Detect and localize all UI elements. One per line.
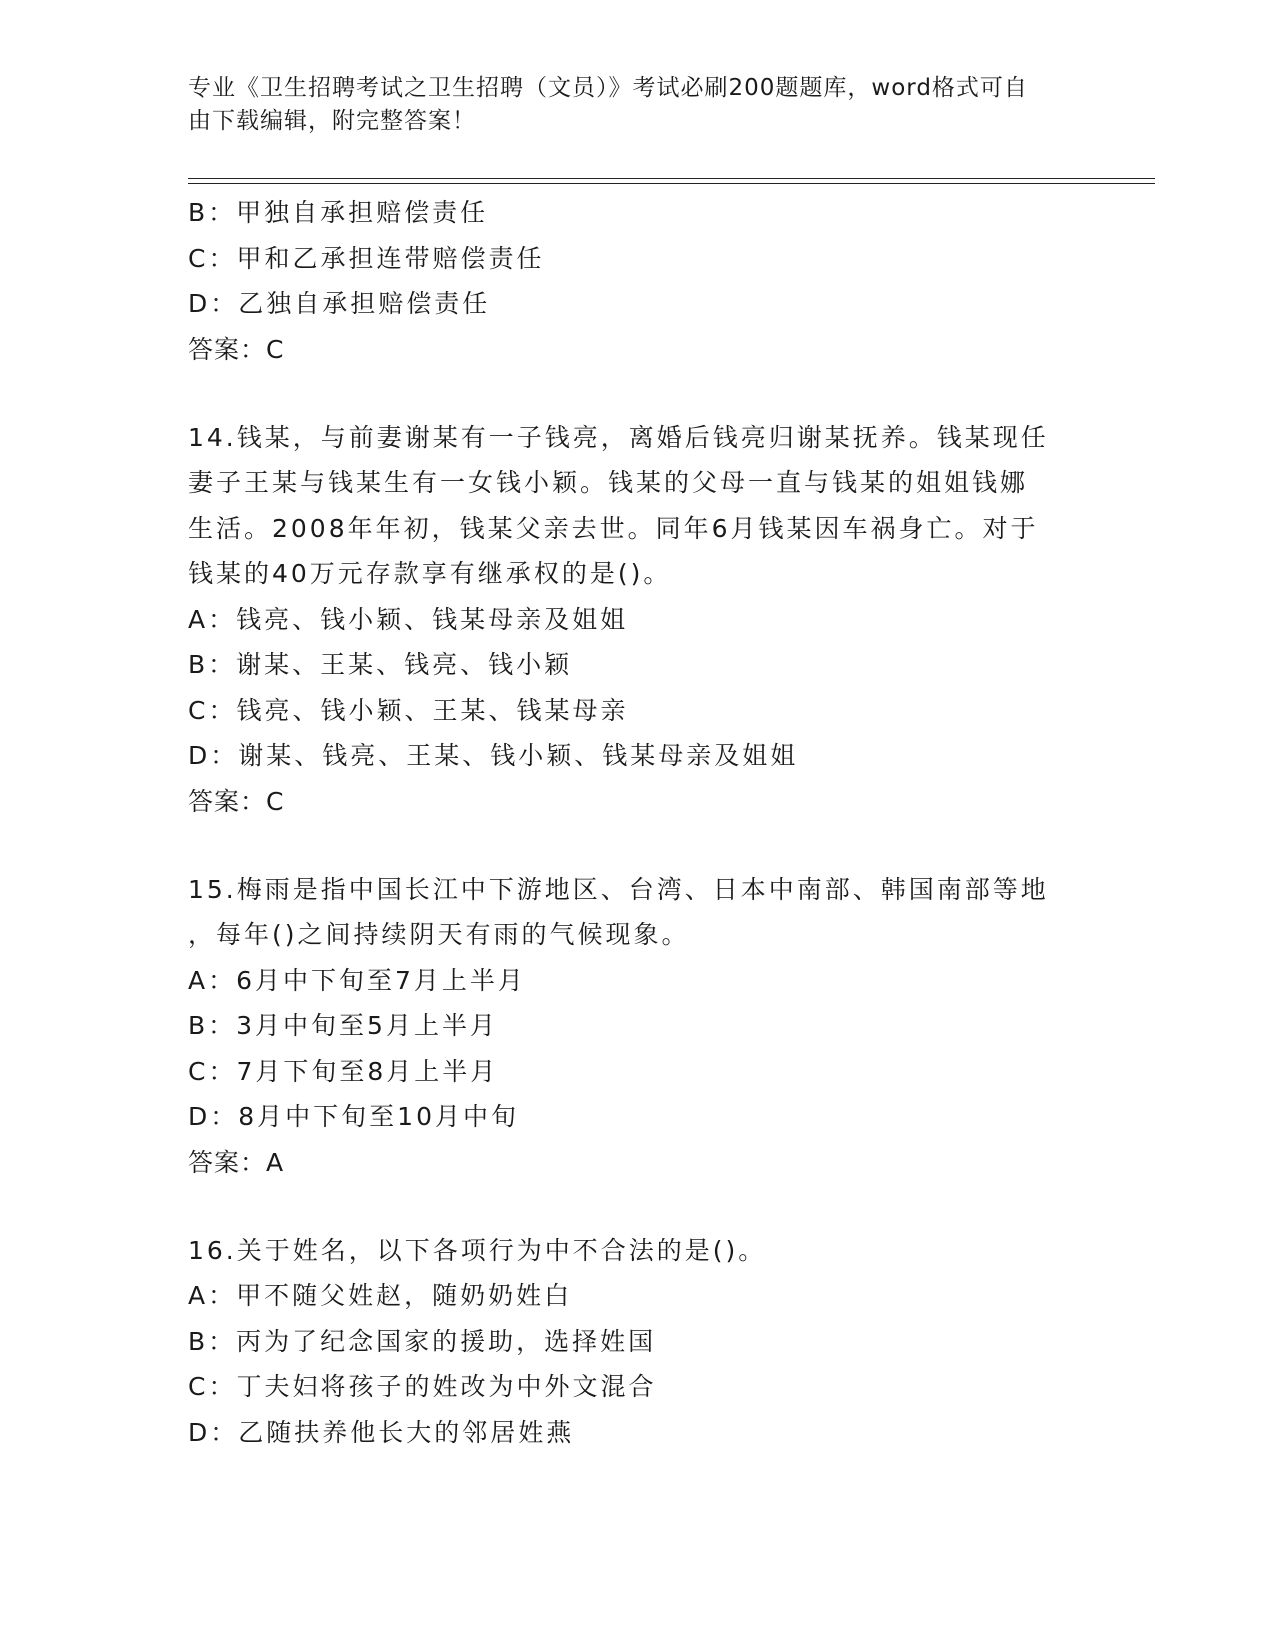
question-text-line: 钱某的40万元存款享有继承权的是()。 <box>188 559 672 588</box>
spacer <box>188 373 1088 415</box>
question-text-line: 16.关于姓名，以下各项行为中不合法的是()。 <box>188 1235 767 1265</box>
option-d: D：8月中下旬至10月中旬 <box>188 1102 519 1131</box>
header-divider-top <box>188 178 1155 179</box>
option-b: B：甲独自承担赔偿责任 <box>188 198 489 227</box>
option-c: C：钱亮、钱小颖、王某、钱某母亲 <box>188 695 629 725</box>
option-a: A：6月中下旬至7月上半月 <box>188 965 526 995</box>
option-d: D：谢某、钱亮、王某、钱小颖、钱某母亲及姐姐 <box>188 741 799 770</box>
option-d: D：乙独自承担赔偿责任 <box>188 289 491 318</box>
question-list <box>188 190 1088 1455</box>
question-text-line: 14.钱某，与前妻谢某有一子钱亮，离婚后钱亮归谢某抚养。钱某现任 <box>188 422 1049 452</box>
document-header <box>188 72 1088 138</box>
option-d: D：乙随扶养他长大的邻居姓燕 <box>188 1417 575 1447</box>
question-13-continued <box>188 190 1088 373</box>
question-text-line: ，每年()之间持续阴天有雨的气候现象。 <box>188 920 690 949</box>
question-text-line: 15.梅雨是指中国长江中下游地区、台湾、日本中南部、韩国南部等地 <box>188 874 1049 904</box>
option-b: B：3月中旬至5月上半月 <box>188 1011 498 1040</box>
question-16 <box>188 1228 1088 1456</box>
option-a: A：钱亮、钱小颖、钱某母亲及姐姐 <box>188 604 629 634</box>
option-b: B：谢某、王某、钱亮、钱小颖 <box>188 650 573 679</box>
option-a: A：甲不随父姓赵，随奶奶姓白 <box>188 1281 573 1310</box>
answer: 答案：A <box>188 1147 285 1177</box>
option-c: C：丁夫妇将孩子的姓改为中外文混合 <box>188 1372 657 1401</box>
header-divider-bottom <box>188 183 1155 184</box>
question-15 <box>188 867 1088 1186</box>
question-text-line: 妻子王某与钱某生有一女钱小颖。钱某的父母一直与钱某的姐姐钱娜 <box>188 468 1029 497</box>
option-c: C：7月下旬至8月上半月 <box>188 1056 499 1086</box>
answer: 答案：C <box>188 334 285 364</box>
question-text-line: 生活。2008年年初，钱某父亲去世。同年6月钱某因车祸身亡。对于 <box>188 513 1039 543</box>
header-line-2: 由下载编辑，附完整答案！ <box>188 108 476 134</box>
spacer <box>188 1186 1088 1228</box>
answer: 答案：C <box>188 786 285 816</box>
option-b: B：丙为了纪念国家的援助，选择姓国 <box>188 1326 657 1356</box>
question-14 <box>188 415 1088 825</box>
option-c: C：甲和乙承担连带赔偿责任 <box>188 243 545 273</box>
header-line-1: 专业《卫生招聘考试之卫生招聘（文员）》考试必刷200题题库，word格式可自 <box>188 75 1028 101</box>
spacer <box>188 825 1088 867</box>
